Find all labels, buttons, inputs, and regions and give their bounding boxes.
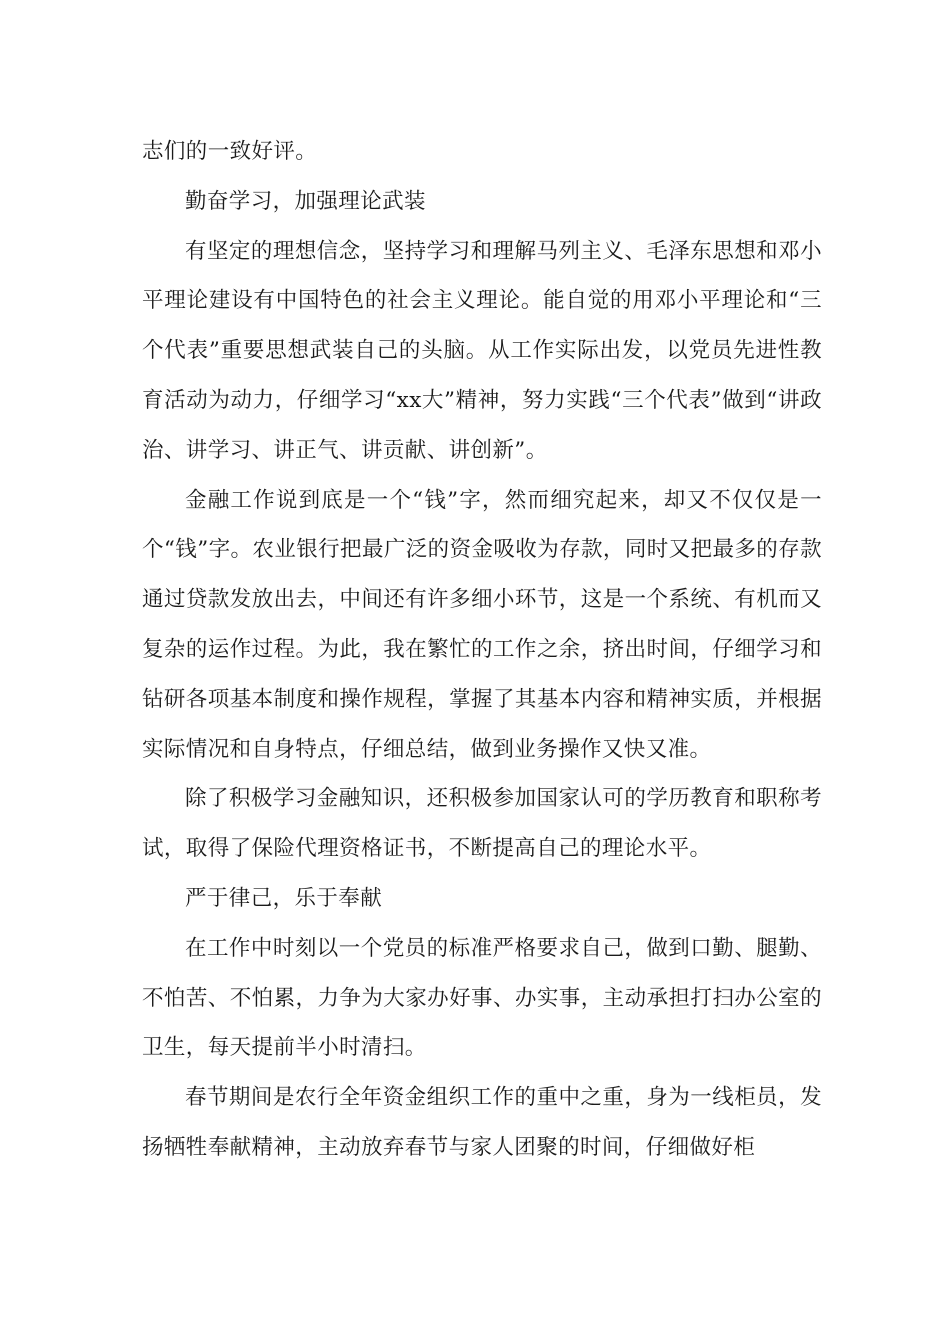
paragraph-finance-work: 金融工作说到底是一个“钱”字，然而细究起来，却又不仅仅是一个“钱”字。农业银行把最广泛的资金吸收为存款，同时又把最多的存款通过贷款发放出去，中间还有许多细小环节，这是一个系统、有机而又复杂的运作过程。为此，我在繁忙的工作之余，挤出时间，仔细学习和钻研各项基本制度和操作规程，掌握了其基本内容和精神实质，并根据实际情况和自身特点，仔细总结，做到业务操作又快又准。 bbox=[142, 487, 822, 762]
paragraph-beliefs: 有坚定的理想信念，坚持学习和理解马列主义、毛泽东思想和邓小平理论建设有中国特色的社会主义理论。能自觉的用邓小平理论和“三个代表”重要思想武装自己的头脑。从工作实际出发，以党员先进性教育活动为动力，仔细学习“xx大”精神，努力实践“三个代表”做到“讲政治、讲学习、讲正气、讲贡献、讲创新”。 bbox=[142, 238, 822, 463]
paragraph-education: 除了积极学习金融知识，还积极参加国家认可的学历教育和职称考试，取得了保险代理资格证书，不断提高自己的理论水平。 bbox=[142, 786, 822, 862]
paragraph-continuation: 志们的一致好评。 bbox=[142, 139, 318, 164]
document-page bbox=[142, 127, 822, 1173]
paragraph-spring-festival: 春节期间是农行全年资金组织工作的重中之重，身为一线柜员，发扬牺牲奉献精神，主动放弃春节与家人团聚的时间，仔细做好柜 bbox=[142, 1085, 822, 1160]
section-heading-discipline: 严于律己，乐于奉献 bbox=[185, 885, 383, 911]
section-heading-study: 勤奋学习，加强理论武装 bbox=[185, 188, 426, 214]
paragraph-party-standard: 在工作中时刻以一个党员的标准严格要求自己，做到口勤、腿勤、不怕苦、不怕累，力争为大家办好事、办实事，主动承担打扫办公室的卫生，每天提前半小时清扫。 bbox=[142, 935, 822, 1061]
